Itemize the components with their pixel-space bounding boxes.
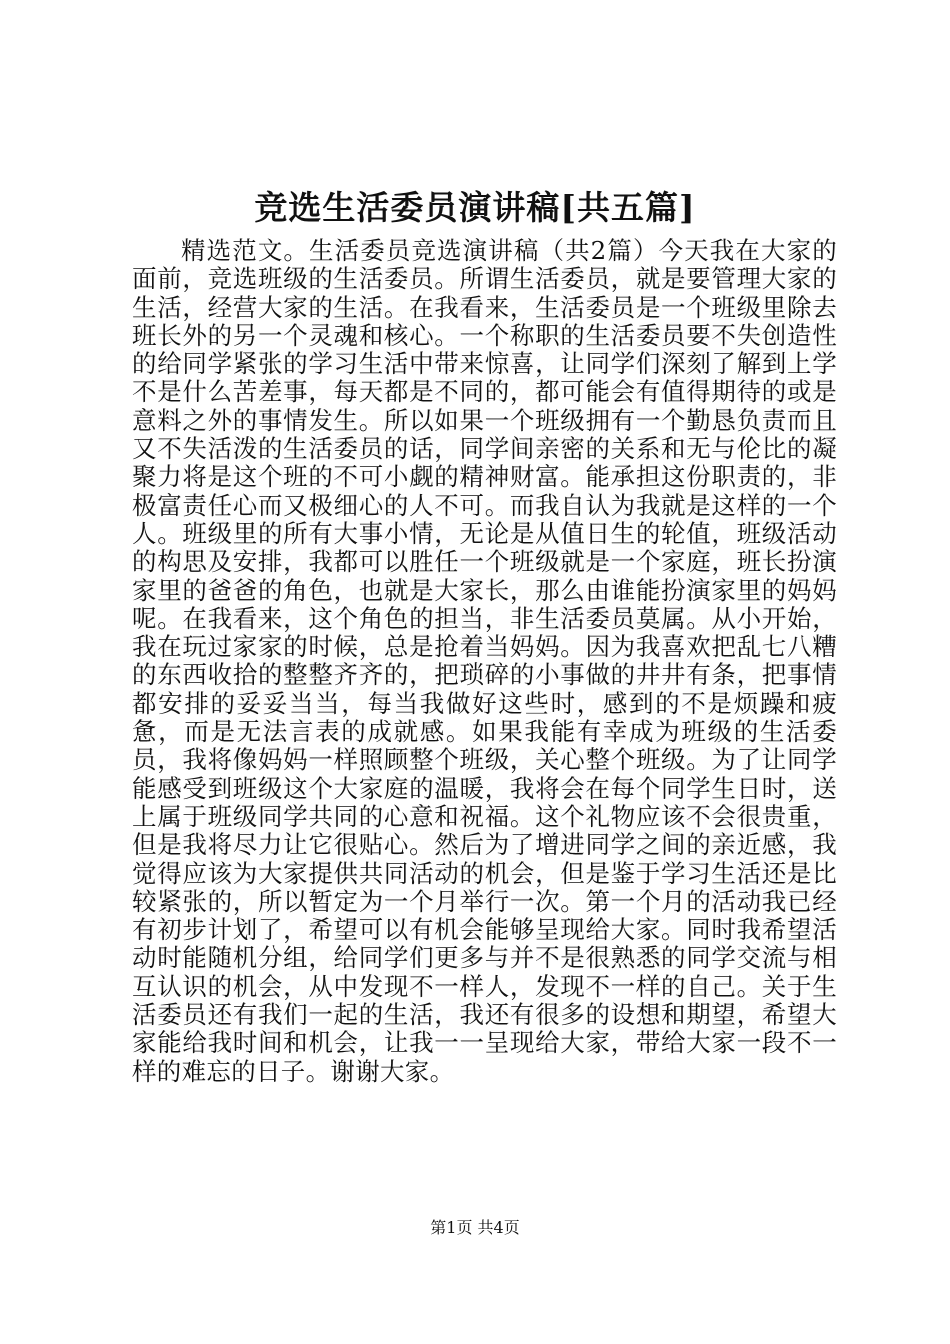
document-body-paragraph: 精选范文。生活委员竞选演讲稿（共2篇）今天我在大家的面前，竞选班级的生活委员。所谓生活委员，就是要管理大家的生活，经营大家的生活。在我看来，生活委员是一个班级里除去班长外的另一个灵魂和核心。一个称职的生活委员要不失创造性的给同学紧张的学习生活中带来惊喜，让同学们深刻了解到上学不是什么苦差事，每天都是不同的，都可能会有值得期待的或是意料之外的事情发生。所以如果一个班级拥有一个勤恳负责而且又不失活泼的生活委员的话，同学间亲密的关系和无与伦比的凝聚力将是这个班的不可小觑的精神财富。能承担这份职责的，非极富责任心而又极细心的人不可。而我自认为我就是这样的一个人。班级里的所有大事小情，无论是从值日生的轮值，班级活动的构思及安排，我都可以胜任一个班级就是一个家庭，班长扮演家里的爸爸的角色，也就是大家长，那么由谁能扮演家里的妈妈呢。在我看来，这个角色的担当，非生活委员莫属。从小开始，我在玩过家家的时候，总是抢着当妈妈。因为我喜欢把乱七八糟的东西收拾的整整齐齐的，把琐碎的小事做的井井有条，把事情都安排的妥妥当当，每当我做好这些时，感到的不是烦躁和疲惫，而是无法言表的成就感。如果我能有幸成为班级的生活委员，我将像妈妈一样照顾整个班级，关心整个班级。为了让同学能感受到班级这个大家庭的温暖，我将会在每个同学生日时，送上属于班级同学共同的心意和祝福。这个礼物应该不会很贵重，但是我将尽力让它很贴心。然后为了增进同学之间的亲近感，我觉得应该为大家提供共同活动的机会，但是鉴于学习生活还是比较紧张的，所以暂定为一个月举行一次。第一个月的活动我已经有初步计划了，希望可以有机会能够呈现给大家。同时我希望活动时能随机分组，给同学们更多与并不是很熟悉的同学交流与相互认识的机会，从中发现不一样人，发现不一样的自己。关于生活委员还有我们一起的生活，我还有很多的设想和期望，希望大家能给我时间和机会，让我一一呈现给大家，带给大家一段不一样的难忘的日子。谢谢大家。 bbox=[132, 236, 837, 1086]
document-title: 竞选生活委员演讲稿[共五篇] bbox=[254, 188, 696, 227]
page-footer: 第1页 共4页 bbox=[430, 1218, 520, 1237]
